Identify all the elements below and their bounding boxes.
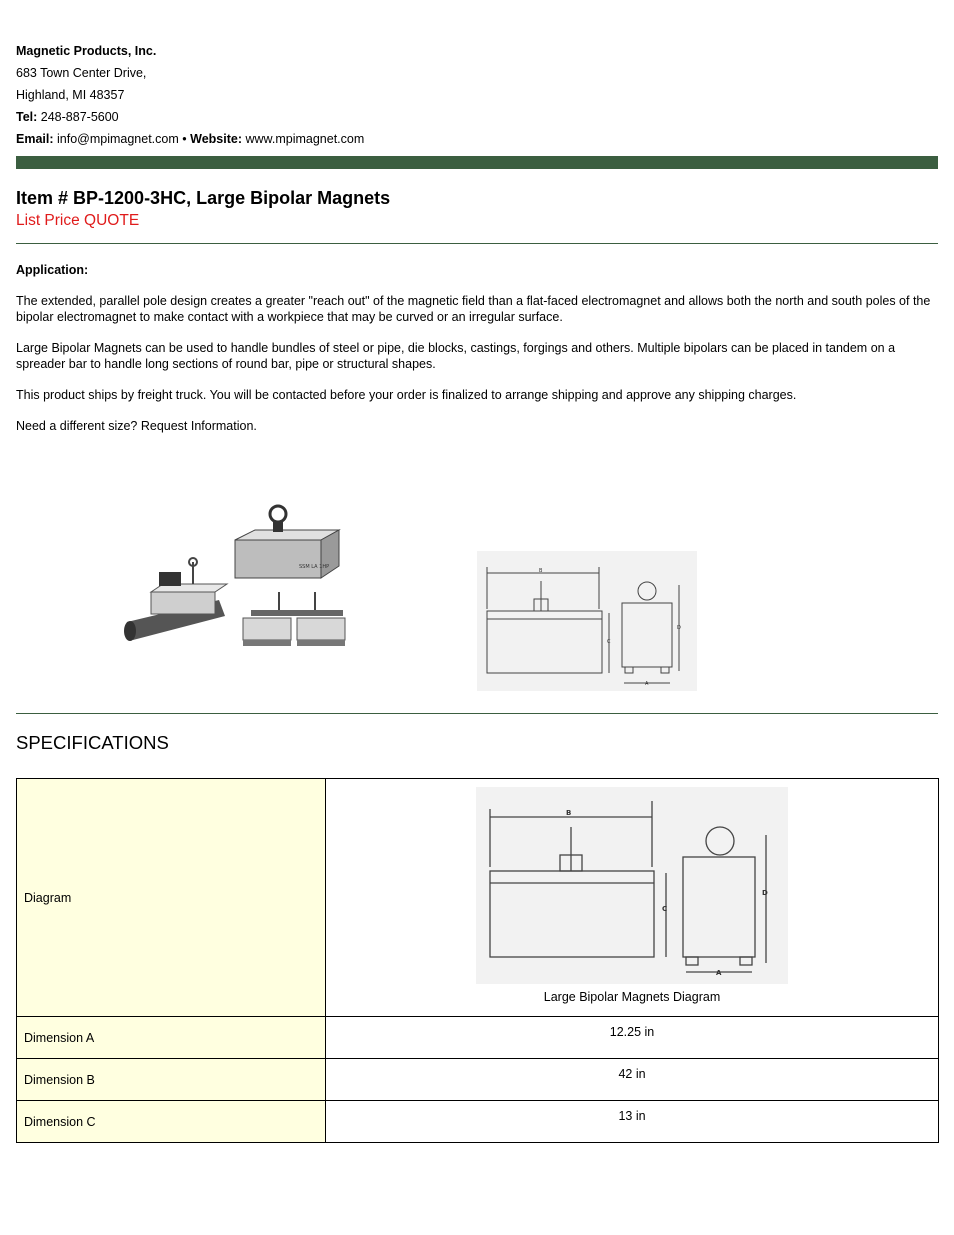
spec-label-diagram: Diagram	[17, 779, 326, 1017]
tel-value: 248-887-5600	[40, 110, 119, 124]
description-para-1: The extended, parallel pole design creates a greater "reach out" of the magnetic field than a flat-faced electromagnet and allows both the north and south poles of the bipolar electromagnet to make contact with a workpiece that may be curved or an irregular surface.	[16, 294, 931, 324]
specifications-heading: SPECIFICATIONS	[16, 732, 169, 753]
thumb-letter-a: A	[645, 681, 649, 687]
thumb-letter-b: B	[539, 568, 543, 574]
product-photo	[119, 500, 359, 660]
company-info	[16, 40, 364, 150]
table-row	[17, 779, 939, 1017]
description-para-3: This product ships by freight truck. You will be contacted before your order is finalized to arrange shipping and approve any shipping charges.	[16, 388, 797, 402]
company-name: Magnetic Products, Inc.	[16, 44, 157, 58]
description	[16, 262, 938, 449]
spec-value: 42 in	[326, 1059, 939, 1101]
description-para-4[interactable]: Need a different size? Request Information.	[16, 419, 257, 433]
company-address-line2: Highland, MI 48357	[16, 88, 125, 102]
diagram-image	[476, 787, 788, 984]
application-heading: Application:	[16, 263, 89, 277]
tel-label: Tel:	[16, 110, 38, 124]
spec-value: 12.25 in	[326, 1017, 939, 1059]
divider-top	[16, 243, 938, 244]
spec-value-diagram	[326, 779, 939, 1017]
website-label: Website:	[190, 132, 242, 146]
thumb-letter-d: D	[677, 625, 681, 631]
photo-magnet-label: SSM LA 1HP	[299, 564, 330, 570]
description-para-2: Large Bipolar Magnets can be used to handle bundles of steel or pipe, die blocks, castings, forgings and others. Multiple bipolars can be placed in tandem on a spreader bar to handle long sections of round bar, pipe or structural shapes.	[16, 341, 896, 371]
website-value[interactable]: www.mpimagnet.com	[245, 132, 365, 146]
company-address-line1: 683 Town Center Drive,	[16, 66, 147, 80]
diagram-letter-c: C	[662, 905, 668, 913]
divider-specs	[16, 713, 938, 714]
email-value[interactable]: info@mpimagnet.com	[57, 132, 179, 146]
email-label: Email:	[16, 132, 54, 146]
spec-label: Dimension C	[17, 1101, 326, 1143]
table-row	[17, 1017, 939, 1059]
diagram-letter-a: A	[716, 969, 722, 977]
specifications-table	[16, 778, 939, 1143]
company-contact	[16, 128, 364, 150]
table-row	[17, 1101, 939, 1143]
spec-label: Dimension B	[17, 1059, 326, 1101]
header-bar	[16, 156, 938, 169]
item-title: Item # BP-1200-3HC, Large Bipolar Magnets	[16, 188, 391, 208]
diagram-letter-b: B	[566, 809, 572, 817]
thumb-letter-c: C	[607, 639, 611, 645]
diagram-letter-d: D	[762, 889, 768, 897]
list-price: List Price QUOTE	[16, 212, 140, 229]
contact-separator: •	[182, 132, 187, 146]
diagram-thumbnail	[477, 551, 697, 691]
spec-label: Dimension A	[17, 1017, 326, 1059]
company-tel	[16, 106, 364, 128]
diagram-caption: Large Bipolar Magnets Diagram	[543, 990, 721, 1004]
table-row	[17, 1059, 939, 1101]
spec-value: 13 in	[326, 1101, 939, 1143]
